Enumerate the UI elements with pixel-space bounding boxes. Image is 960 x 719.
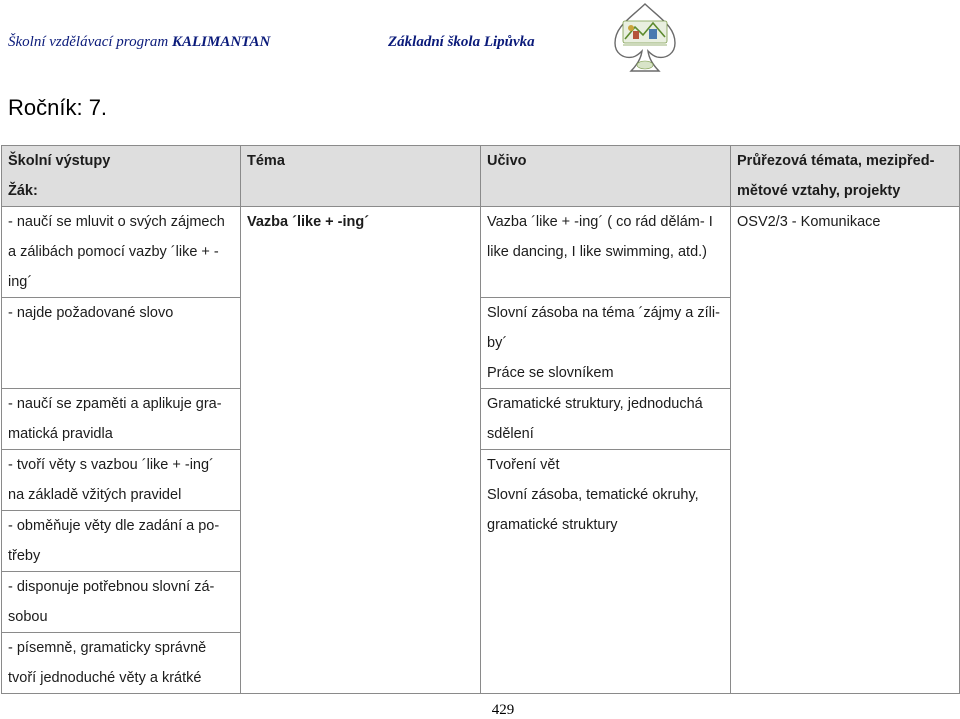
topic-text: Vazba ´like + -ing´ [247,214,370,230]
output-text: - naučí se mluvit o svých zájmech [8,214,225,230]
header-content [481,146,731,207]
school-name: Základní škola Lipůvka [388,34,535,50]
output-cell [2,572,241,633]
content-text: sdělení [487,426,534,442]
header-outputs [2,146,241,207]
output-text: - tvoří věty s vazbou ´like + -ing´ [8,457,214,473]
output-text: třeby [8,548,41,564]
header-topic [241,146,481,207]
table-header-row [2,146,960,207]
program-title [8,34,270,51]
header-crosscutting-line2: mětové vztahy, projekty [737,183,901,199]
header-student-label: Žák: [8,183,38,199]
content-cell [481,207,731,298]
output-text: tvoří jednoduché věty a krátké [8,670,202,686]
output-cell [2,207,241,298]
output-cell [2,298,241,389]
grade-title: Ročník: 7. [8,95,108,120]
school-crest-logo [609,1,681,77]
output-text: - naučí se zpaměti a aplikuje gra- [8,396,222,412]
crosscutting-cell [731,207,960,694]
content-text: gramatické struktury [487,517,618,533]
content-cell [481,389,731,450]
output-cell [2,511,241,572]
output-text: a zálibách pomocí vazby ´like + - [8,244,219,260]
topic-cell [241,207,481,694]
header-crosscutting-line1: Průřezová témata, mezipřed- [737,153,935,169]
header-topic-label: Téma [247,153,285,169]
header-content-label: Učivo [487,153,527,169]
output-text: - najde požadované slovo [8,305,174,321]
content-text: like dancing, I like swimming, atd.) [487,244,707,260]
content-cell [481,450,731,694]
content-text: Slovní zásoba, tematické okruhy, [487,487,699,503]
output-text: matická pravidla [8,426,113,442]
content-text: Vazba ´like + -ing´ ( co rád dělám- I [487,214,713,230]
header-outputs-label: Školní výstupy [8,153,111,169]
content-text: Slovní zásoba na téma ´zájmy a zíli- [487,305,720,321]
content-text: Tvoření vět [487,457,560,473]
output-text: sobou [8,609,48,625]
table-row [2,207,960,298]
content-cell [481,298,731,389]
output-cell [2,389,241,450]
output-text: - písemně, gramaticky správně [8,640,207,656]
output-text: - disponuje potřebnou slovní zá- [8,579,215,595]
output-cell [2,450,241,511]
content-text: by´ [487,335,508,351]
crosscutting-text: OSV2/3 - Komunikace [737,214,881,230]
output-text: na základě vžitých pravidel [8,487,182,503]
program-name: KALIMANTAN [172,34,271,50]
program-prefix: Školní vzdělávací program [8,34,172,50]
curriculum-table [1,145,960,694]
content-text: Gramatické struktury, jednoduchá [487,396,703,412]
output-text: ing´ [8,274,33,290]
document-header [8,34,568,54]
content-text: Práce se slovníkem [487,365,614,381]
header-crosscutting [731,146,960,207]
output-cell [2,633,241,694]
page-number: 429 [491,702,515,718]
output-text: - obměňuje věty dle zadání a po- [8,518,220,534]
